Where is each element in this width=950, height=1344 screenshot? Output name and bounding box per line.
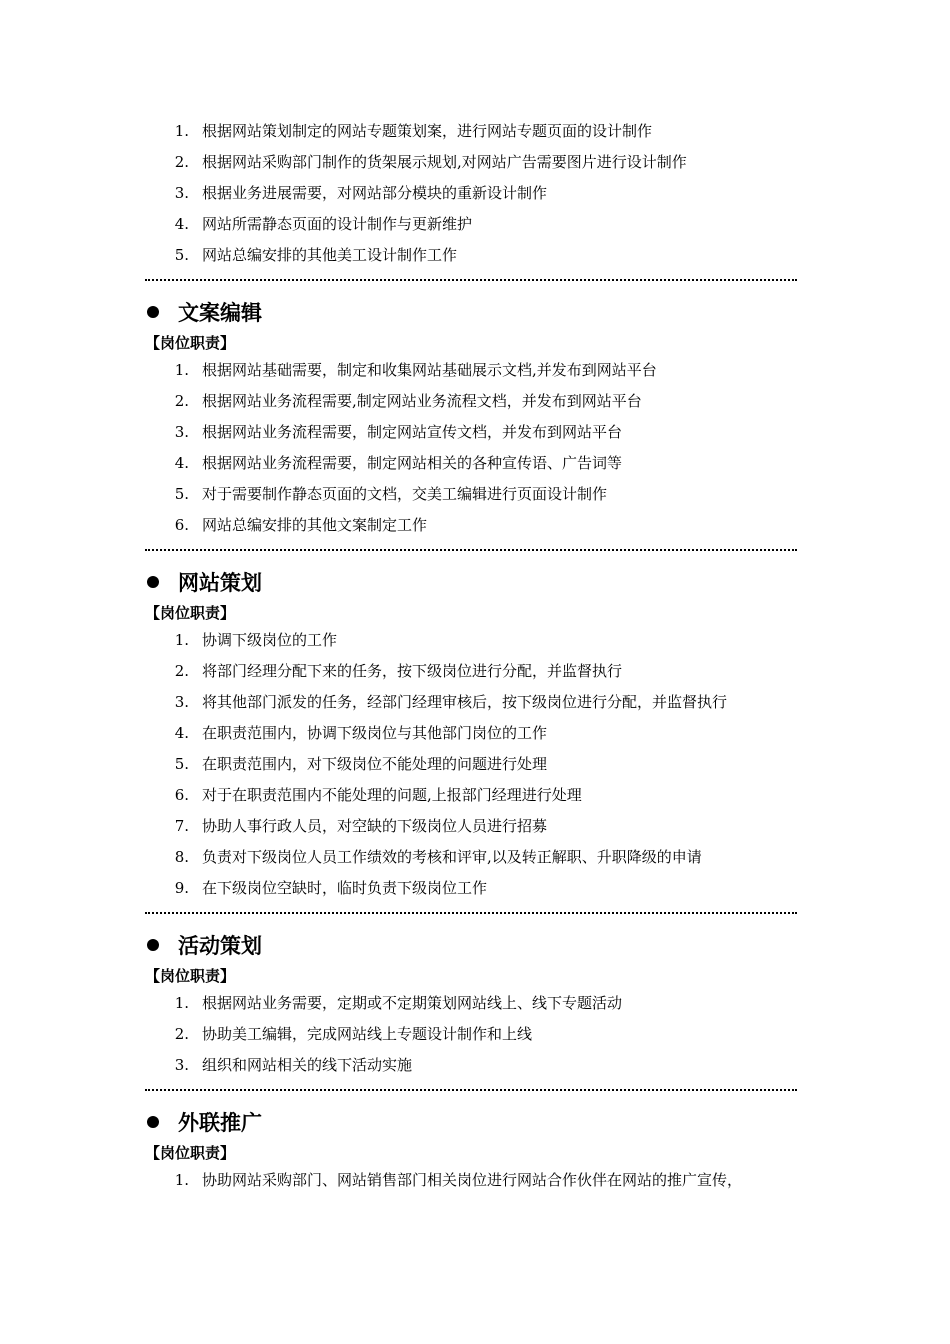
section-heading — [145, 565, 797, 599]
item-text: 负责对下级岗位人员工作绩效的考核和评审,以及转正解职、升职降级的申请 — [202, 848, 702, 866]
item-number: 2. — [174, 662, 189, 680]
section-title: 外联推广 — [178, 1111, 262, 1135]
duty-list — [145, 355, 797, 541]
item-text: 根据网站采购部门制作的货架展示规划,对网站广告需要图片进行设计制作 — [202, 153, 687, 171]
item-number: 1. — [174, 994, 189, 1012]
list-item — [145, 510, 797, 541]
dotted-divider — [145, 279, 797, 281]
item-text: 对于需要制作静态页面的文档，交美工编辑进行页面设计制作 — [202, 485, 608, 503]
item-number: 1. — [174, 631, 189, 649]
item-number: 8. — [174, 848, 189, 866]
list-item — [145, 386, 797, 417]
item-number: 2. — [174, 392, 189, 410]
item-text: 协调下级岗位的工作 — [202, 631, 338, 649]
bullet-icon — [147, 576, 159, 588]
list-item — [145, 749, 797, 780]
item-number: 7. — [174, 817, 189, 835]
list-item — [145, 417, 797, 448]
item-number: 1. — [174, 361, 189, 379]
section-title: 活动策划 — [178, 934, 262, 958]
bullet-icon — [147, 306, 159, 318]
list-item — [145, 1050, 797, 1081]
item-number: 4. — [174, 454, 189, 472]
item-text: 根据网站策划制定的网站专题策划案，进行网站专题页面的设计制作 — [202, 122, 653, 140]
item-number: 5. — [174, 755, 189, 773]
dotted-divider — [145, 912, 797, 914]
item-text: 将部门经理分配下来的任务，按下级岗位进行分配，并监督执行 — [202, 662, 623, 680]
list-item — [145, 479, 797, 510]
item-number: 9. — [174, 879, 189, 897]
list-item — [145, 687, 797, 718]
item-number: 6. — [174, 786, 189, 804]
duty-list — [145, 988, 797, 1081]
item-text: 根据网站业务流程需要，制定网站相关的各种宣传语、广告词等 — [202, 454, 623, 472]
list-item — [145, 656, 797, 687]
item-text: 协助网站采购部门、网站销售部门相关岗位进行网站合作伙伴在网站的推广宣传， — [202, 1171, 743, 1189]
item-text: 网站所需静态页面的设计制作与更新维护 — [202, 215, 473, 233]
duty-label: 【岗位职责】 — [145, 603, 236, 622]
dotted-divider — [145, 1089, 797, 1091]
item-number: 6. — [174, 516, 189, 534]
item-number: 5. — [174, 246, 189, 264]
item-number: 2. — [174, 1025, 189, 1043]
duty-list — [145, 625, 797, 904]
section-heading — [145, 295, 797, 329]
section-title: 文案编辑 — [178, 301, 262, 325]
item-text: 网站总编安排的其他文案制定工作 — [202, 516, 428, 534]
section-heading — [145, 928, 797, 962]
list-item — [145, 988, 797, 1019]
list-item — [145, 1165, 797, 1196]
item-text: 根据网站基础需要，制定和收集网站基础展示文档,并发布到网站平台 — [202, 361, 657, 379]
item-text: 在职责范围内，对下级岗位不能处理的问题进行处理 — [202, 755, 548, 773]
list-item — [145, 355, 797, 386]
item-number: 2. — [174, 153, 189, 171]
item-number: 4. — [174, 724, 189, 742]
item-number: 3. — [174, 1056, 189, 1074]
list-item — [145, 448, 797, 479]
item-text: 根据网站业务流程需要,制定网站业务流程文档，并发布到网站平台 — [202, 392, 642, 410]
list-item — [145, 147, 797, 178]
intro-list — [145, 116, 797, 271]
item-number: 3. — [174, 184, 189, 202]
list-item — [145, 842, 797, 873]
item-number: 1. — [174, 1171, 189, 1189]
bullet-icon — [147, 1116, 159, 1128]
item-number: 3. — [174, 693, 189, 711]
list-item — [145, 811, 797, 842]
item-text: 将其他部门派发的任务，经部门经理审核后，按下级岗位进行分配，并监督执行 — [202, 693, 728, 711]
item-text: 根据网站业务流程需要，制定网站宣传文档，并发布到网站平台 — [202, 423, 623, 441]
duty-label: 【岗位职责】 — [145, 333, 236, 352]
duty-list — [145, 1165, 797, 1196]
dotted-divider — [145, 549, 797, 551]
duty-label: 【岗位职责】 — [145, 1143, 236, 1162]
item-number: 1. — [174, 122, 189, 140]
list-item — [145, 209, 797, 240]
list-item — [145, 240, 797, 271]
section-title: 网站策划 — [178, 571, 262, 595]
item-number: 5. — [174, 485, 189, 503]
list-item — [145, 116, 797, 147]
item-number: 4. — [174, 215, 189, 233]
list-item — [145, 780, 797, 811]
item-text: 网站总编安排的其他美工设计制作工作 — [202, 246, 458, 264]
document-content — [145, 116, 797, 1196]
item-text: 协助美工编辑，完成网站线上专题设计制作和上线 — [202, 1025, 533, 1043]
item-text: 组织和网站相关的线下活动实施 — [202, 1056, 413, 1074]
list-item — [145, 1019, 797, 1050]
item-text: 根据网站业务需要，定期或不定期策划网站线上、线下专题活动 — [202, 994, 623, 1012]
section-heading — [145, 1105, 797, 1139]
item-text: 在职责范围内，协调下级岗位与其他部门岗位的工作 — [202, 724, 548, 742]
bullet-icon — [147, 939, 159, 951]
item-text: 协助人事行政人员，对空缺的下级岗位人员进行招募 — [202, 817, 548, 835]
item-number: 3. — [174, 423, 189, 441]
item-text: 根据业务进展需要，对网站部分模块的重新设计制作 — [202, 184, 548, 202]
list-item — [145, 873, 797, 904]
list-item — [145, 625, 797, 656]
list-item — [145, 178, 797, 209]
item-text: 对于在职责范围内不能处理的问题,上报部门经理进行处理 — [202, 786, 582, 804]
list-item — [145, 718, 797, 749]
item-text: 在下级岗位空缺时，临时负责下级岗位工作 — [202, 879, 488, 897]
duty-label: 【岗位职责】 — [145, 966, 236, 985]
